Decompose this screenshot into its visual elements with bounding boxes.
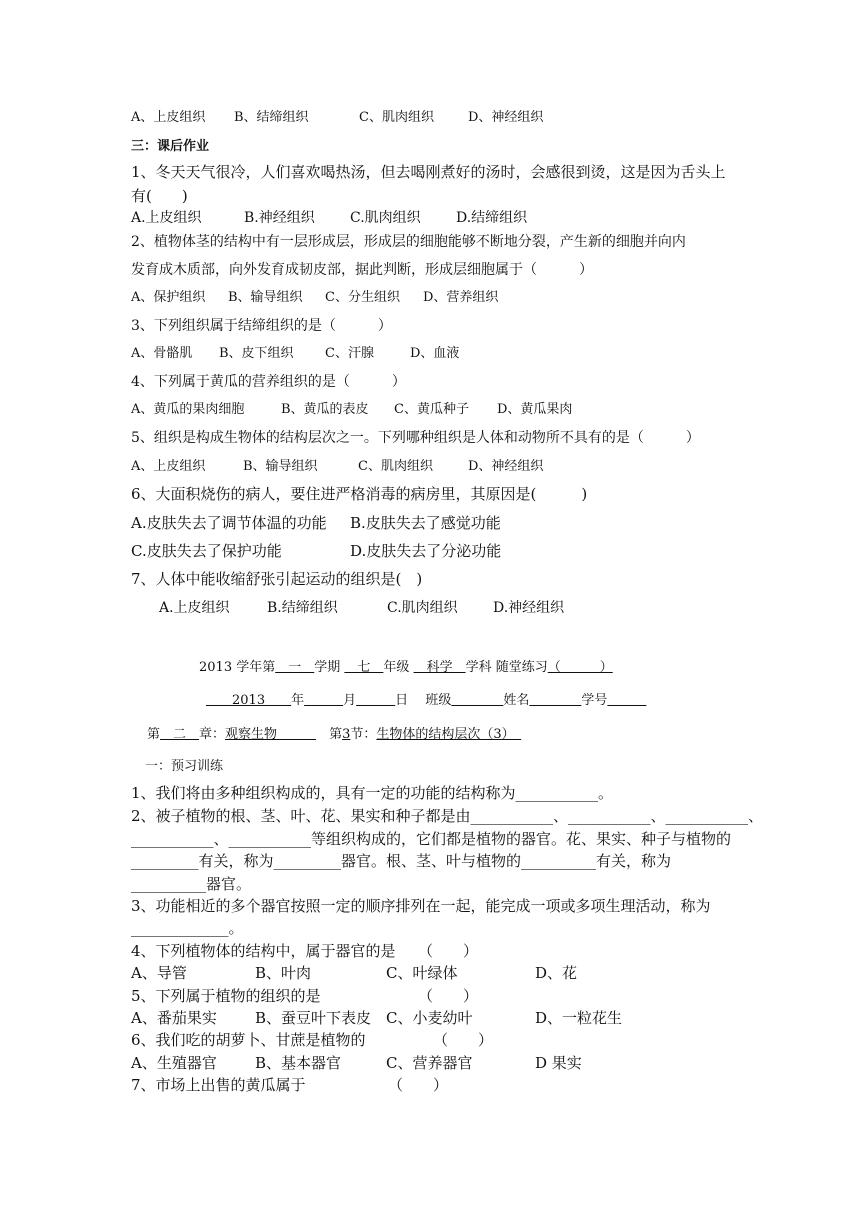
option-a: A、黄瓜的果肉细胞 <box>131 402 245 417</box>
chapter-title: 观察生物 <box>225 727 317 742</box>
subject-suffix: 学科 随堂练习 <box>465 660 548 675</box>
p1: 1、我们将由多种组织构成的，具有一定的功能的结构称为___________。 <box>131 784 614 802</box>
option-b: B、皮下组织 <box>219 346 294 361</box>
option-b: B.皮肤失去了感觉功能 <box>350 514 501 532</box>
chapter-number: 二 <box>160 727 200 742</box>
name-blank <box>529 693 581 708</box>
option-c: C、肌肉组织 <box>359 110 434 125</box>
option-d: D、花 <box>535 964 578 982</box>
section-title: 生物体的结构层次（3） <box>376 727 522 742</box>
term-suffix: 学期 <box>314 660 341 675</box>
q7: 7、人体中能收缩舒张引起运动的组织是( ) <box>131 570 423 588</box>
q3: 3、下列组织属于结缔组织的是（ ） <box>131 318 392 334</box>
option-b: B、输导组织 <box>243 459 318 474</box>
option-b: B、输导组织 <box>228 290 303 305</box>
label-day: 日 <box>395 693 409 708</box>
class-blank <box>451 693 503 708</box>
option-c: C、肌肉组织 <box>358 459 433 474</box>
p2-line3: _________有关，称为_________器官。根、茎、叶与植物的__________有关，称为 <box>131 852 672 870</box>
option-a: A、上皮组织 <box>131 459 206 474</box>
option-b: B.神经组织 <box>244 210 315 226</box>
chapter-section-line <box>147 728 521 741</box>
p5: 5、下列属于植物的组织的是 （ ） <box>131 987 479 1005</box>
option-b: B、结缔组织 <box>234 110 309 125</box>
chapter-prefix: 第 <box>147 727 161 742</box>
worksheet-header-line2 <box>206 694 646 707</box>
p2-line2: ___________、___________等组织构成的，它们都是植物的器官。花、果实、种子与植物的 <box>131 830 732 848</box>
option-a: A、上皮组织 <box>131 110 206 125</box>
term-value: 一 <box>275 660 315 675</box>
p2-line4: __________器官。 <box>131 875 252 893</box>
number-blank <box>607 693 646 708</box>
option-b: B、基本器官 <box>255 1054 342 1072</box>
option-b: B、黄瓜的表皮 <box>281 402 369 417</box>
worksheet-header-line1 <box>199 661 613 674</box>
p6: 6、我们吃的胡萝卜、甘蔗是植物的 （ ） <box>131 1031 494 1049</box>
section-number: 3 <box>342 727 351 742</box>
p3-line1: 3、功能相近的多个器官按照一定的顺序排列在一起，能完成一项或多项生理活动，称为 <box>131 897 711 915</box>
q2-line2: 发育成木质部，向外发育成韧皮部，据此判断，形成层细胞属于（ ） <box>131 262 593 278</box>
option-b: B、蚕豆叶下表皮 <box>255 1009 372 1027</box>
q5: 5、组织是构成生物体的结构层次之一。下列哪种组织是人体和动物所不具有的是（ ） <box>131 430 700 446</box>
option-c: C、分生组织 <box>325 290 400 305</box>
option-a: A.上皮组织 <box>131 210 202 226</box>
p7: 7、市场上出售的黄瓜属于 （ ） <box>131 1076 449 1094</box>
option-b: B、叶肉 <box>255 964 312 982</box>
option-d: D.结缔组织 <box>456 210 528 226</box>
label-class: 班级 <box>425 693 452 708</box>
option-d: D.皮肤失去了分泌功能 <box>350 542 502 560</box>
label-name: 姓名 <box>503 693 530 708</box>
option-d: D、神经组织 <box>468 459 544 474</box>
option-c: C.皮肤失去了保护功能 <box>131 542 282 560</box>
option-c: C、小麦幼叶 <box>386 1009 473 1027</box>
subject-value: 科学 <box>413 660 466 675</box>
option-d: D、血液 <box>410 346 460 361</box>
option-a: A、番茄果实 <box>131 1009 217 1027</box>
q4: 4、下列属于黄瓜的营养组织的是（ ） <box>131 374 406 390</box>
option-c: C、黄瓜种子 <box>394 402 469 417</box>
chapter-label: 章： <box>199 727 226 742</box>
option-c: C、汗腺 <box>325 346 374 361</box>
q1-line1: 1、冬天天气很冷，人们喜欢喝热汤，但去喝刚煮好的汤时，会感很到烫，这是因为舌头上 <box>131 163 726 181</box>
date-year: 2013 <box>206 693 292 708</box>
section-prefix: 第 <box>329 727 343 742</box>
p2-line1: 2、被子植物的根、茎、叶、花、果实和种子都是由___________、___________、___________、 <box>131 807 764 825</box>
option-d: D.神经组织 <box>493 600 565 616</box>
option-a: A、导管 <box>131 964 187 982</box>
option-a: A、生殖器官 <box>131 1054 217 1072</box>
option-d: D、神经组织 <box>468 110 544 125</box>
date-day <box>356 693 395 708</box>
label-year: 年 <box>291 693 305 708</box>
option-a: A.皮肤失去了调节体温的功能 <box>131 514 327 532</box>
grade-value: 七 <box>344 660 384 675</box>
date-month <box>304 693 343 708</box>
label-number: 学号 <box>581 693 608 708</box>
label-month: 月 <box>343 693 357 708</box>
q1-line2: 有( ) <box>131 187 188 205</box>
p4: 4、下列植物体的结构中，属于器官的是 （ ） <box>131 942 479 960</box>
q6: 6、大面积烧伤的病人，要住进严格消毒的病房里，其原因是( ) <box>131 485 588 503</box>
option-c: C.肌肉组织 <box>387 600 458 616</box>
option-d: D、黄瓜果肉 <box>497 402 573 417</box>
option-c: C、营养器官 <box>386 1054 473 1072</box>
option-d: D 果实 <box>535 1054 582 1072</box>
option-a: A、保护组织 <box>131 290 206 305</box>
option-b: B.结缔组织 <box>267 600 338 616</box>
option-d: D、营养组织 <box>423 290 499 305</box>
p3-line2: _____________。 <box>131 919 244 937</box>
practice-number: （ ） <box>547 660 613 675</box>
option-a: A.上皮组织 <box>159 600 230 616</box>
grade-suffix: 年级 <box>383 660 410 675</box>
preview-heading: 一：预习训练 <box>145 759 224 774</box>
option-d: D、一粒花生 <box>535 1009 623 1027</box>
option-c: C、叶绿体 <box>386 964 458 982</box>
q2-line1: 2、植物体茎的结构中有一层形成层，形成层的细胞能够不断地分裂，产生新的细胞并向内 <box>131 234 686 250</box>
homework-heading: 三：课后作业 <box>131 139 210 154</box>
year-prefix: 2013 学年第 <box>199 660 276 675</box>
section-label: 节： <box>350 727 377 742</box>
option-a: A、骨骼肌 <box>131 346 193 361</box>
option-c: C.肌肉组织 <box>350 210 421 226</box>
